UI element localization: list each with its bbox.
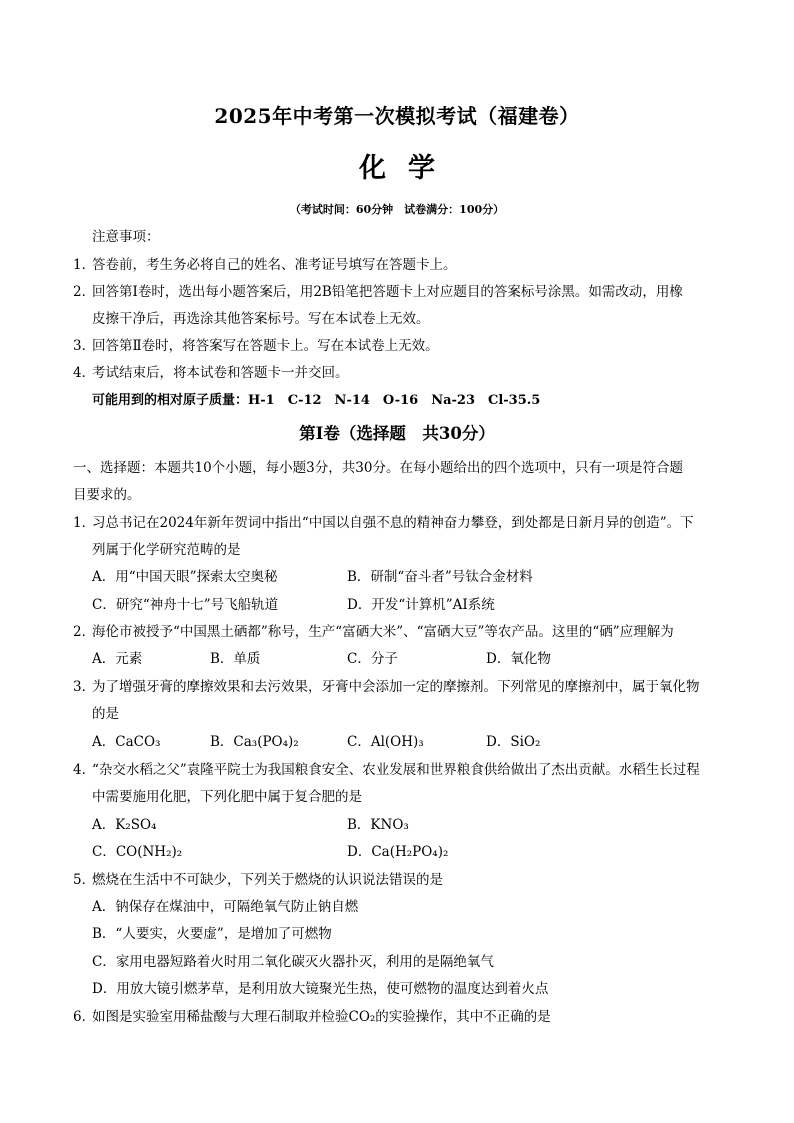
question-number: 6． bbox=[73, 1009, 96, 1025]
question-number: 3． bbox=[73, 679, 96, 695]
note-text-continued: 皮擦干净后，再选涂其他答案标号。写在本试卷上无效。 bbox=[92, 311, 430, 327]
note-number: 1． bbox=[73, 257, 96, 273]
option-c: C．家用电器短路着火时用二氧化碳灭火器扑灭，利用的是隔绝氧气 bbox=[92, 954, 494, 970]
section-instruction: 一、选择题：本题共10个小题，每小题3分，共30分。在每小题给出的四个选项中，只有一项是符合题 bbox=[73, 460, 683, 476]
note-text: 回答第Ⅰ卷时，选出每小题答案后，用2B铅笔把答题卡上对应题目的答案标号涂黑。如需改动，用橡 bbox=[92, 284, 683, 300]
option-b: B．单质 bbox=[210, 651, 261, 667]
notes-heading: 注意事项： bbox=[92, 229, 160, 245]
question-number: 5． bbox=[73, 872, 96, 888]
subject-title: 化学 bbox=[359, 153, 457, 184]
option-c: C．Al(OH)₃ bbox=[347, 734, 424, 750]
atomic-masses: 可能用到的相对原子质量：H-1 C-12 N-14 O-16 Na-23 Cl-35.5 bbox=[92, 393, 541, 408]
section-title: 第Ⅰ卷（选择题 共30分） bbox=[299, 424, 495, 443]
question-stem-continued: 列属于化学研究范畴的是 bbox=[92, 542, 241, 558]
option-a: A．元素 bbox=[92, 651, 143, 667]
option-d: D．Ca(H₂PO₄)₂ bbox=[347, 844, 449, 860]
option-d: D．用放大镜引燃茅草，是利用放大镜聚光生热，使可燃物的温度达到着火点 bbox=[92, 981, 549, 997]
question-stem: “杂交水稻之父”袁隆平院士为我国粮食安全、农业发展和世界粮食供给做出了杰出贡献。水稻生长过程 bbox=[92, 762, 700, 778]
question-number: 4． bbox=[73, 762, 96, 778]
exam-info: （考试时间：60分钟 试卷满分：100分） bbox=[289, 203, 505, 216]
option-d: D．SiO₂ bbox=[486, 734, 541, 750]
exam-title: 2025年中考第一次模拟考试（福建卷） bbox=[214, 104, 580, 128]
option-a: A．K₂SO₄ bbox=[92, 817, 157, 833]
option-b: B．Ca₃(PO₄)₂ bbox=[210, 734, 299, 750]
question-stem: 如图是实验室用稀盐酸与大理石制取并检验CO₂的实验操作，其中不正确的是 bbox=[92, 1009, 551, 1025]
note-text: 答卷前，考生务必将自己的姓名、准考证号填写在答题卡上。 bbox=[92, 257, 457, 273]
option-d: D．开发“计算机”AI系统 bbox=[347, 597, 495, 613]
question-number: 2． bbox=[73, 624, 96, 640]
option-a: A．用“中国天眼”探索太空奥秘 bbox=[92, 569, 278, 585]
option-c: C．研究“神舟十七”号飞船轨道 bbox=[92, 597, 279, 613]
option-c: C．分子 bbox=[347, 651, 398, 667]
question-stem: 为了增强牙膏的摩擦效果和去污效果，牙膏中会添加一定的摩擦剂。下列常见的摩擦剂中，属于氧化物 bbox=[92, 679, 700, 695]
section-instruction-continued: 目要求的。 bbox=[73, 487, 141, 503]
question-stem: 习总书记在2024年新年贺词中指出“中国以自强不息的精神奋力攀登，到处都是日新月异的创造”。下 bbox=[92, 515, 694, 531]
question-stem-continued: 的是 bbox=[92, 706, 119, 722]
question-stem-continued: 中需要施用化肥，下列化肥中属于复合肥的是 bbox=[92, 789, 362, 805]
question-number: 1． bbox=[73, 515, 96, 531]
option-c: C．CO(NH₂)₂ bbox=[92, 844, 183, 860]
note-text: 考试结束后，将本试卷和答题卡一并交回。 bbox=[92, 365, 349, 381]
option-b: B．KNO₃ bbox=[347, 817, 409, 833]
question-stem: 海伦市被授予“中国黑土硒都”称号，生产“富硒大米”、“富硒大豆”等农产品。这里的“硒”应理解为 bbox=[92, 624, 674, 640]
question-stem: 燃烧在生活中不可缺少，下列关于燃烧的认识说法错误的是 bbox=[92, 872, 443, 888]
option-a: A．CaCO₃ bbox=[92, 734, 161, 750]
option-b: B．研制“奋斗者”号钛合金材料 bbox=[347, 569, 533, 585]
note-number: 4． bbox=[73, 365, 96, 381]
note-number: 3． bbox=[73, 338, 96, 354]
option-b: B．“人要实，火要虚”，是增加了可燃物 bbox=[92, 926, 332, 942]
note-number: 2． bbox=[73, 284, 96, 300]
option-a: A．钠保存在煤油中，可隔绝氧气防止钠自燃 bbox=[92, 899, 359, 915]
note-text: 回答第Ⅱ卷时，将答案写在答题卡上。写在本试卷上无效。 bbox=[92, 338, 439, 354]
option-d: D．氧化物 bbox=[486, 651, 551, 667]
